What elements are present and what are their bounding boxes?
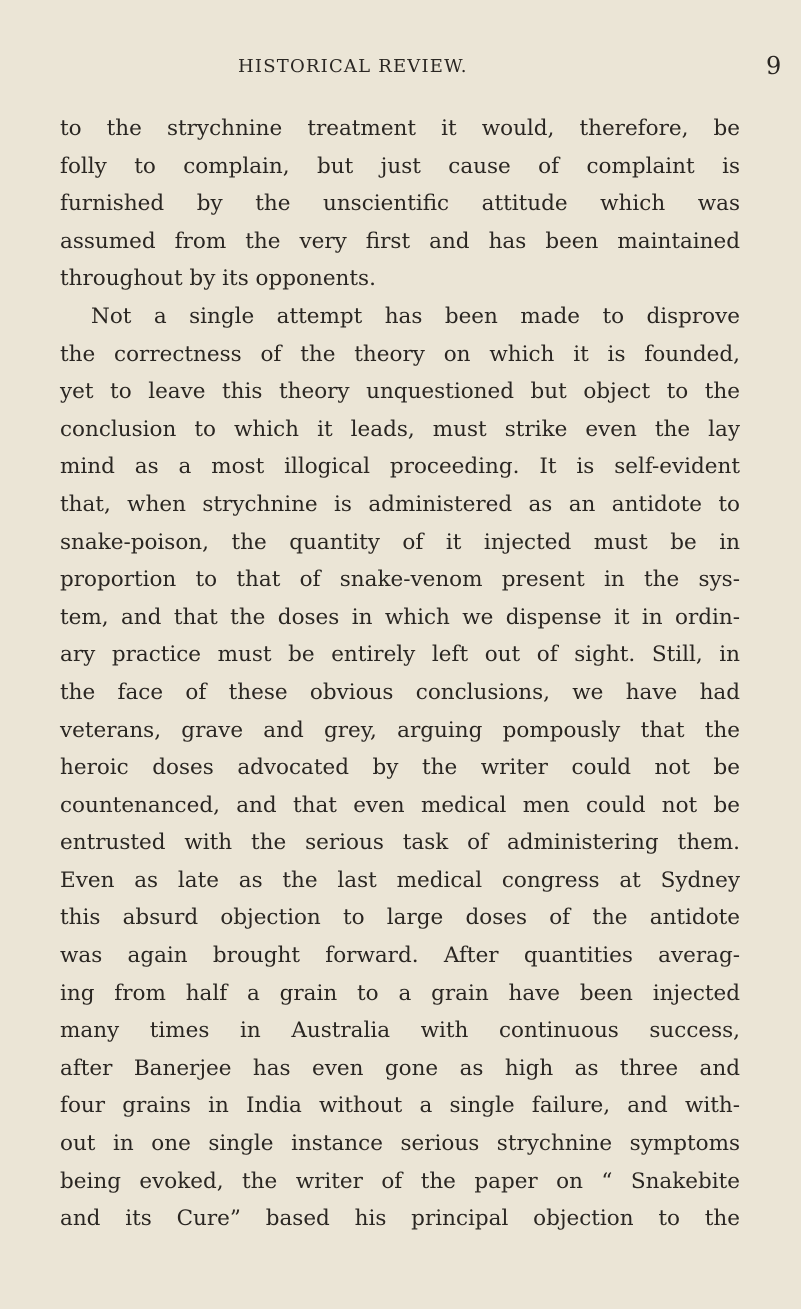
text-line: the correctness of the theory on which it is founded,: [60, 341, 740, 367]
running-header: [0, 52, 801, 82]
text-line: being evoked, the writer of the paper on “ Snakebite: [60, 1168, 740, 1194]
text-line: this absurd objection to large doses of the antidote: [60, 905, 740, 931]
text-line: yet to leave this theory unquestioned but object to the: [60, 379, 740, 405]
text-line: the face of these obvious conclusions, we have had: [60, 679, 740, 705]
running-title: HISTORICAL REVIEW.: [238, 56, 468, 77]
text-line: folly to complain, but just cause of complaint is: [60, 153, 740, 179]
text-line: assumed from the very first and has been maintained: [60, 228, 740, 254]
text-line: to the strychnine treatment it would, therefore, be: [60, 116, 740, 141]
text-line: tem, and that the doses in which we dispense it in ordin-: [60, 604, 740, 630]
text-line: mind as a most illogical proceeding. It is self-evident: [60, 454, 740, 480]
page-number: 9: [766, 52, 782, 80]
text-line: Even as late as the last medical congress at Sydney: [60, 867, 740, 893]
text-line: furnished by the unscientific attitude which was: [60, 191, 740, 217]
text-line: entrusted with the serious task of administering them.: [60, 830, 740, 856]
text-line: ing from half a grain to a grain have been injected: [60, 980, 740, 1006]
text-line: ary practice must be entirely left out of sight. Still, in: [60, 642, 740, 668]
text-line: Not a single attempt has been made to disprove: [91, 303, 740, 329]
text-line: out in one single instance serious strychnine symptoms: [60, 1131, 740, 1157]
text-line: that, when strychnine is administered as an antidote to: [60, 491, 740, 517]
text-line: and its Cure” based his principal objection to the: [60, 1206, 740, 1232]
text-line: four grains in India without a single failure, and with-: [60, 1093, 740, 1119]
text-line: veterans, grave and grey, arguing pompously that the: [60, 717, 740, 743]
body-text: [60, 110, 740, 1238]
text-line: after Banerjee has even gone as high as three and: [60, 1055, 740, 1081]
text-line: countenanced, and that even medical men could not be: [60, 792, 740, 818]
text-line: many times in Australia with continuous success,: [60, 1018, 740, 1044]
text-line: snake-poison, the quantity of it injected must be in: [60, 529, 740, 555]
text-line: throughout by its opponents.: [60, 266, 376, 292]
text-line: conclusion to which it leads, must strike even the lay: [60, 416, 740, 442]
text-line: heroic doses advocated by the writer could not be: [60, 755, 740, 781]
text-line: proportion to that of snake-venom present in the sys-: [60, 567, 740, 593]
text-line: was again brought forward. After quantities averag-: [60, 943, 740, 969]
